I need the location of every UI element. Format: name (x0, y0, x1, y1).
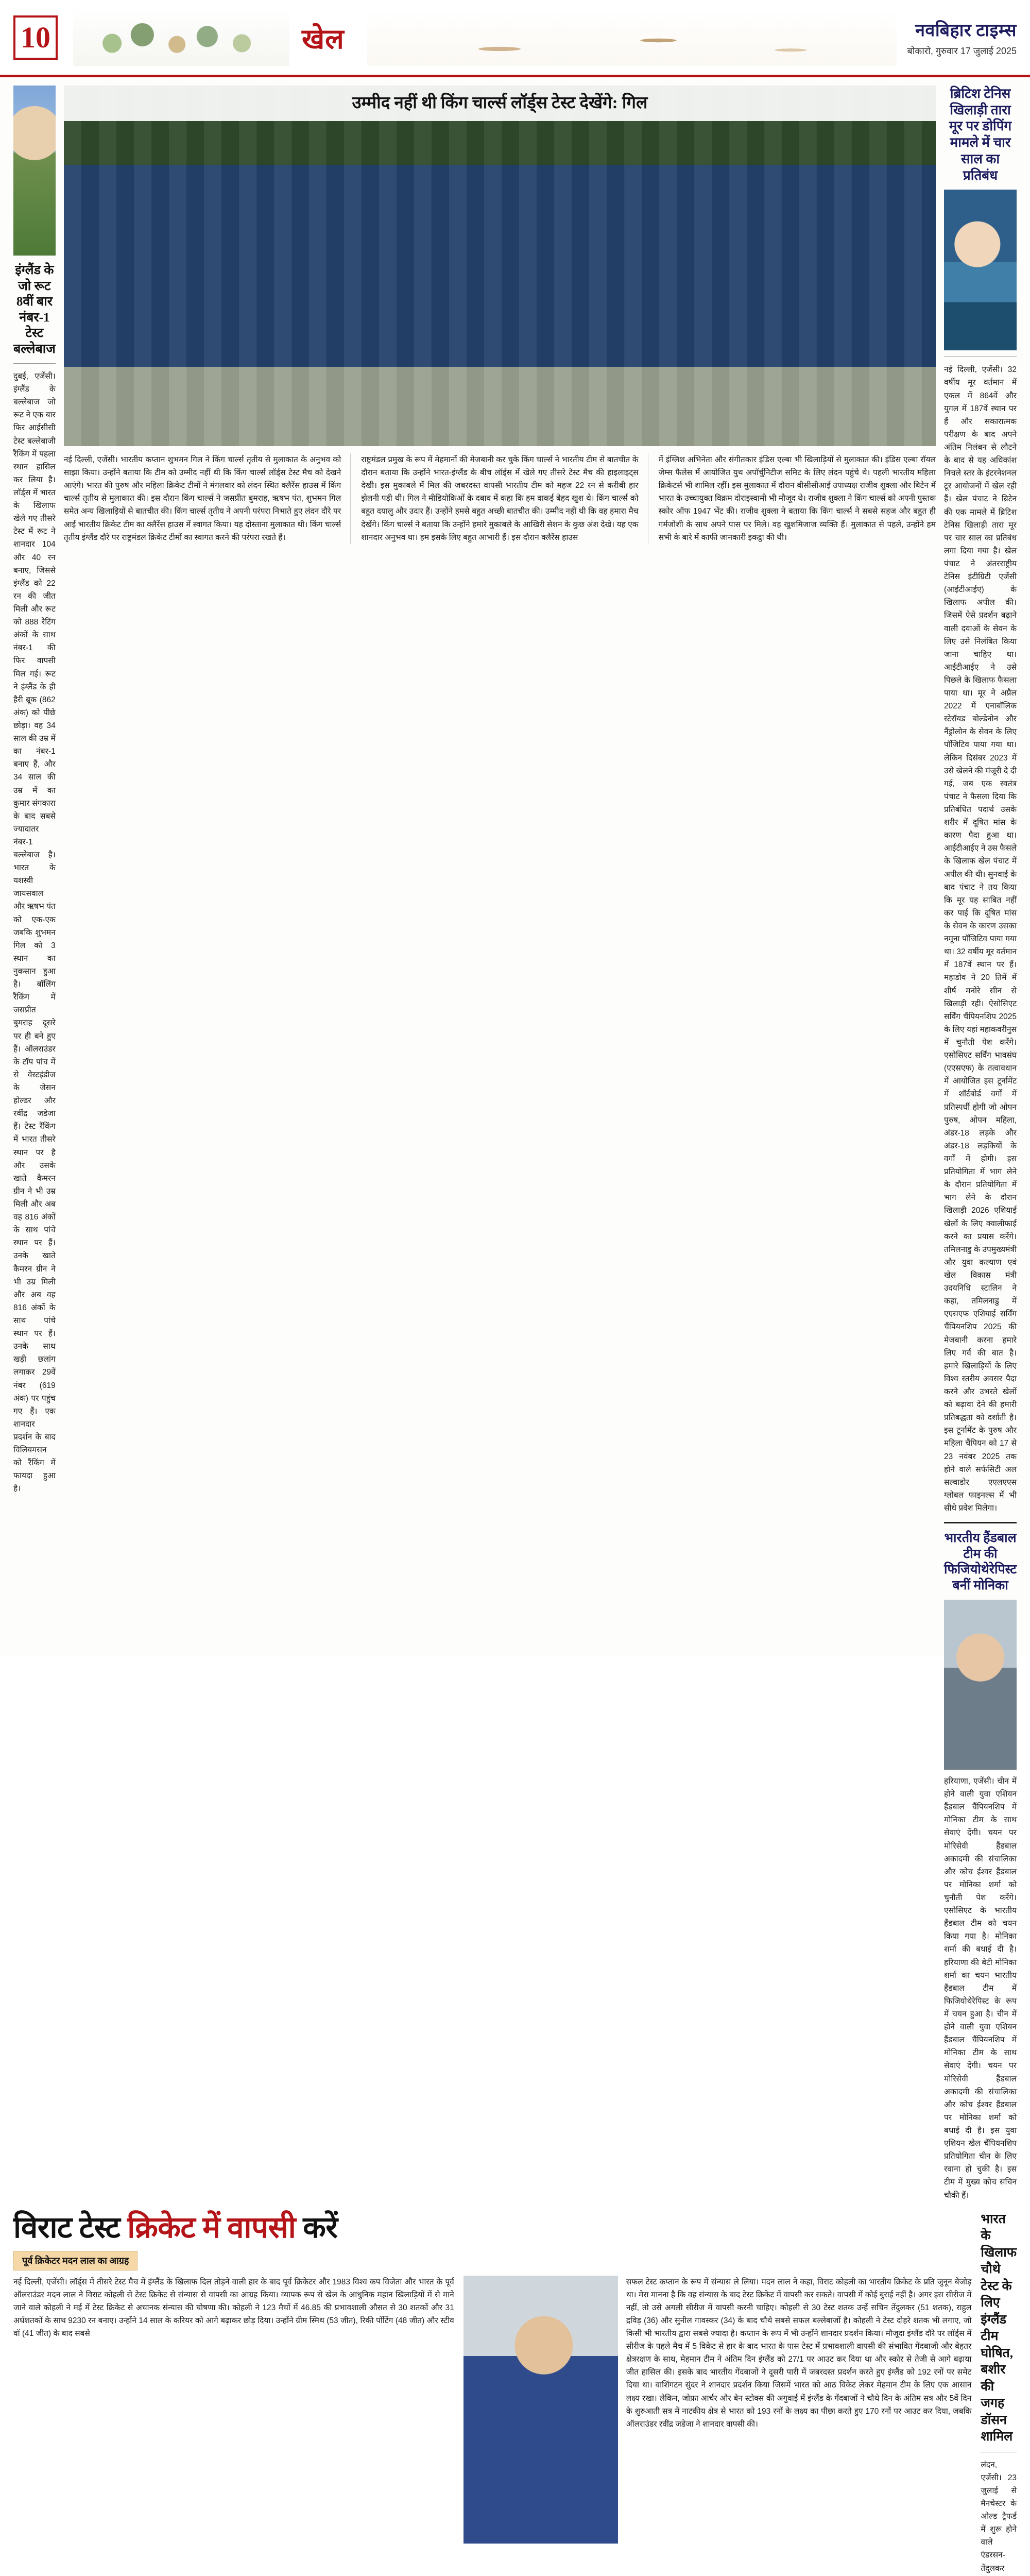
top-band (0, 77, 1030, 2202)
kohli-headline-highlight: क्रिकेट में वापसी (127, 2210, 303, 2244)
masthead-left-decoration-image (73, 9, 289, 66)
left-story-headline: इंग्लैंड के जो रूट 8वीं बार नंबर-1 टेस्ट बल्लेबाज (13, 263, 56, 356)
kohli-col-2: सफल टेस्ट कप्तान के रूप में संन्यास ले लिया। मदन लाल ने कहा, विराट कोहली का भारतीय क्रिकेट के प्रति जुनून बेजोड़ था। मेरा मानना है कि वह संन्यास के बाद टेस्ट क्रिकेट में वापसी कर सकते। वापसी में कोई बुराई नहीं है। अगर इस सीरीज में नहीं, तो उसे अगली सीरीज में वापसी करनी चाहिए। कोहली से 30 टेस्ट शतक उन्हें सचिन तेंदुलकर (51 शतक), राहुल द्रविड़ (36) और सुनील गावस्कर (34) के बाद चौथे सबसे सफल बल्लेबाजों है। कोहली ने टेस्ट दोहरे शतक भी लगाए, जो किसी भी भारतीय द्वारा सबसे ज्यादा है। कप्तान के रूप में भी उन्होंने शानदार प्रदर्शन किया। मौजूदा इंग्लैंड दौरे पर लॉर्ड्स में सीरीज के पहले मैच में 5 विकेट से हार के बाद भारत के पास टेस्ट में प्रभावशाली वापसी की संभावित गेंदबाजी और बेहतर क्षेत्ररक्षण के साथ, मेहमान टीम ने अंतिम दिन इंग्लैंड को 27/1 पर आउट कर दिया था और स्कोर से तेजी से आगे बढ़ाया जीत हासिल की। इसके बाद भारतीय गेंदबाजों ने दूसरी पारी में जबरदस्त प्रदर्शन करते हुए इंग्लैंड को 192 रनों पर समेट दिया था। वाशिंगटन सुंदर ने शानदार प्रदर्शन किया जिसमें भारत को आठ विकेट लेकर मेहमान टीम के लिए एक आसान लक्ष्य रखा। लेकिन, जोफ्रा आर्चर और बेन स्टोक्स की अगुवाई में इंग्लैंड के गेंदबाजों ने चौथे दिन के अंतिम सत्र और 5वें दिन के शुरुआती सत्र में नाटकीय क्षेत्र से भारत को 193 रनों के लक्ष्य का पीछा करते हुए 170 रनों पर आउट कर दिया, जबकि ऑलराउंडर रवींद्र जडेजा ने शानदार वापसी की। (626, 2277, 972, 2429)
tara-moore-tennis-photo (944, 190, 1017, 350)
right-story-body: नई दिल्ली, एजेंसी। 32 वर्षीय मूर वर्तमान में एकल में 864वें और युगल में 187वें स्थान पर हैं और सकारात्मक परीक्षण के बाद अपने अंतिम निलंबन से लौटने के बाद से यह अधिकांश निचले स्तर के इंटरनेशनल टूर आयोजनों में खेल रही हैं। खेल पंचाट ने ब्रिटेन की एक मामले में ब्रिटिश टेनिस खिलाड़ी तारा मूर पर चार साल का प्रतिबंध लगा दिया गया है। खेल पंचाट ने अंतरराष्ट्रीय टेनिस इंटीग्रिटी एजेंसी (आईटीआईए) के खिलाफ अपील की। जिसमें ऐसे प्रदर्शन बढ़ाने वाली दवाओं के सेवन के लिए उसे निलंबित किया जाना चाहिए था। आईटीआईए ने उसे पिछले के खिलाफ फैसला पाया था। मूर ने अप्रैल 2022 में एनाबॉलिक स्टेरॉयड बोल्डेनोन और नैंड्रोलोन के सेवन के लिए पॉजिटिव पाया गया था। लेकिन दिसंबर 2023 में उसे खेलने की मंजूरी दे दी गई, जब एक स्वतंत्र पंचाट ने फैसला दिया कि प्रतिबंधित पदार्थ उसके शरीर में दूषित मांस के कारण पैदा हुआ था। आईटीआईए ने उस फैसले के खिलाफ खेल पंचाट में अपील की थी। सुनवाई के बाद पंचाट ने तय किया कि मूर यह साबित नहीं कर पाई कि दूषित मांस के सेवन के कारण उसका नमूना पॉजिटिव पाया गया था। 32 वर्षीय मूर वर्तमान में 187वें स्थान पर हैं। महाडोव ने 20 तिमें में शीर्ष मनोरे सीन से खिलाड़ी रही। ऐसोसिएट सर्विंग चैंपियनशिप 2025 के लिए यहां महाकवरीनुस में चुनौती पेश करेंगे। एसोसिएट सर्विंग भावसंघ (एएसएफ) के तत्वावधान में आयोजित इस टूर्नामेंट में शॉर्टबोर्ड वर्गों में प्रतिस्पर्धी होगी जो ओपन पुरुष, ओपन महिला, अंडर-18 लड़के और अंडर-18 लड़कियों के वर्गों में होगी। इस प्रतियोगिता में भाग लेने के दौरान प्रतियोगिता में भाग लेने के दौरान खिलाड़ी 2026 एशियाई खेलों के लिए क्वालीफाई करने का प्रयास करेंगे। तमिलनाडु के उपमुख्यमंत्री और युवा कल्याण एवं खेल विकास मंत्री उदयनिधि स्टालिन ने कहा, तमिलनाडु में एएसएफ एशियाई सर्विंग चैंपियनशिप 2025 की मेजबानी करना हमारे लिए गर्व की बात है। हमारे खिलाड़ियों के लिए विश्व स्तरीय अवसर पैदा करने और उभरते खेलों को बढ़ावा देने की हमारी प्रतिबद्धता को दर्शाती है। इस टूर्नामेंट के पुरुष और महिला चैंपियन को 17 से 23 नवंबर 2025 तक होने वाले सर्फसिटी अल सल्वाडोर एएलएएस ग्लोबल फाइनल्स में भी सीधे प्रवेश मिलेगा। (944, 365, 1017, 1513)
masthead-right-decoration-image (367, 9, 897, 66)
kohli-headline (13, 2211, 971, 2245)
kohli-col-2-wrap (464, 2276, 972, 2549)
right-story-headline: ब्रिटिश टेनिस खिलाड़ी तारा मूर पर डोपिंग मामले में चार साल का प्रतिबंध (949, 86, 1012, 183)
page-number: 10 (13, 15, 58, 60)
divider (13, 363, 56, 364)
right-column (944, 86, 1017, 2202)
section-title: खेल (302, 23, 345, 55)
kohli-main (13, 2211, 971, 2576)
monika-sharma-photo (944, 1600, 1017, 1770)
masthead (0, 0, 1030, 77)
edition-line: बोकारो, गुरुवार 17 जुलाई 2025 (907, 46, 1017, 56)
masthead-brand-block (907, 18, 1017, 57)
joe-root-celebration-photo (13, 86, 56, 256)
kohli-section (0, 2202, 1030, 2576)
kohli-headline-part2: करें (303, 2210, 338, 2244)
kohli-col-1-wrap (13, 2276, 454, 2341)
newspaper-brand: नवबिहार टाइम्स (915, 21, 1017, 40)
monika-story-headline: भारतीय हैंडबाल टीम की फिजियोथेरेपिस्ट बनीं मोनिका (944, 1531, 1017, 1592)
england-squad-body: लंदन, एजेंसी। 23 जुलाई से मैनचेस्टर के ओल्ड ट्रैफर्ड में शुरू होने वाले एंडरसन-तेंदुलकर (981, 2460, 1017, 2573)
divider (944, 1522, 1017, 1523)
center-story-headline: उम्मीद नहीं थी किंग चार्ल्स लॉर्ड्स टेस्ट देखेंगे: गिल (64, 86, 936, 121)
kohli-headline-part1: विराट टेस्ट (13, 2210, 128, 2244)
center-story-col-3: में इंग्लिश अभिनेता और संगीतकार इंडिस एल्बा भी खिलाड़ियों से मुलाकात की। इंडिस एल्बा रॉयल जेम्स फैलेस में आयोजित युथ अपॉर्चुनिटीज समिट के लिए लंदन पहुंचे थे। पहली भारतीय महिला क्रिकेटर्स भी शामिल रहीं। इस मुलाकात में दौरान बीसीसीआई उपाध्यक्ष राजीव शुक्ला और बिटेन में भारत के उच्चायुक्त विक्रम दोराइस्वामी भी मौजूद थे। राजीव शुक्ला ने किंग चार्ल्स को अपनी पुस्तक स्कोर ऑफ 1947 भेंट की। राजीव शुक्ला ने बताया कि किंग चार्ल्स ने सबसे सहज और बहुत ही गर्मजोशी के साथ अपने पास पर मिले। वह खुशमिजाज व्यक्ति हैं। मुलाकात से पहले, उन्होंने हम सभी के बारे में काफी जानकारी इकट्ठा की थी। (658, 455, 936, 542)
center-column (64, 86, 936, 2202)
england-squad-sidebar (981, 2211, 1017, 2576)
kohli-body-wrap (13, 2276, 971, 2549)
kohli-col-1: नई दिल्ली, एजेंसी। लॉर्ड्स में तीसरे टेस्ट मैच में इंग्लैंड के खिलाफ दिल तोड़ने वाली हार के बाद पूर्व क्रिकेटर और 1983 विश्व कप विजेता और भारत के पूर्व ऑलराउंडर मदन लाल ने विराट कोहली से टेस्ट क्रिकेट से संन्यास से वापसी का आग्रह किया। व्यापक रूप से खेल के आधुनिक महान खिलाड़ियों में से माने जाने वाले कोहली ने मई में टेस्ट क्रिकेट से अचानक संन्यास की घोषणा की। कोहली ने 123 मैचों में 46.85 की प्रभावशाली औसत से 30 शतकों और 31 अर्धशतकों के साथ 9230 रन बनाए। उन्होंने 14 साल के करियर को आगे बढ़ाकर छोड़ दिया। उन्होंने ग्रीम स्मिथ (53 जीत), रिकी पोंटिंग (48 जीत) और स्टीव वॉ (41 जीत) के बाद सबसे (13, 2277, 454, 2338)
india-team-king-charles-photo (64, 86, 936, 446)
monika-story-body: हरियाणा, एजेंसी। चीन में होने वाली युवा एशियन हैंडबाल चैंपियनशिप में मोनिका टीम के साथ सेवाएं देंगी। चयन पर मोरिसेवी हैंडबाल अकादमी की संचालिका और कोच ईश्वर हैंडबाल पर मोनिका शर्मा को चुनौती पेश करेंगे। एसोसिएट के भारतीय हैंडबाल टीम को चयन किया गया है। मोनिका शर्मा की बधाई दी है। हरियाणा की बेटी मोनिका शर्मा का चयन भारतीय हैंडबाल टीम में फिजियोथेरेपिस्ट के रूप में चयन हुआ है। चीन में होने वाली युवा एशियन हैंडबाल चैंपियनशिप में मोनिका टीम के साथ सेवाएं देंगी। चयन पर मोरिसेवी हैंडबाल अकादमी की संचालिका और कोच ईश्वर हैंडबाल पर मोनिका शर्मा को बधाई दी है। इस युवा एशियन खेल चैंपियनशिप प्रतियोगिता चीन के लिए रवाना हो चुकी है। इस टीम में मुख्य कोच सचिन चौकी हैं। (944, 1777, 1017, 2200)
england-squad-headline: भारत के खिलाफ चौथे टेस्ट के लिए इंग्लैंड टीम घोषित, बशीर की जगह डॉसन शामिल (981, 2212, 1017, 2444)
left-story-body: दुबई, एजेंसी। इंग्लैंड के बल्लेबाज जो रूट ने एक बार फिर आईसीसी टेस्ट बल्लेबाजी रैंकिंग में पहला स्थान हासिल कर लिया है। लॉर्ड्स में भारत के खिलाफ खेले गए तीसरे टेस्ट में रूट ने शानदार 104 और 40 रन बनाए, जिससे इंग्लैंड को 22 रन की जीत मिली और रूट को 888 रेटिंग अंकों के साथ नंबर-1 की फिर वापसी मिल गई। रूट ने इंग्लैंड के ही हैरी ब्रूक (862 अंक) को पीछे छोड़ा। वह 34 साल की उम्र में का नंबर-1 बनाए हैं, और 34 साल की उम्र में का कुमार संगकारा के बाद सबसे ज्यादातर नंबर-1 बल्लेबाज है। भारत के यशस्वी जायसवाल और ऋषभ पंत को एक-एक जबकि शुभमन गिल को 3 स्थान का नुकसान हुआ है। बॉलिंग रैंकिंग में जसप्रीत बुमराह दूसरे पर ही बने हुए हैं। ऑलराउंडर के टॉप पांच में से वेस्टइंडीज के जेसन होल्डर और रवींद्र जडेजा हैं। टेस्ट रैंकिंग में भारत तीसरे स्थान पर है और उसके खाते कैमरन ग्रीन ने भी उम्र मिली और अब वह 816 अंकों के साथ पांचे स्थान पर हैं। उनके खाते कैमरन ग्रीन ने भी उम्र मिली और अब वह 816 अंकों के साथ पांचे स्थान पर हैं। उनके साथ खड़ी छलांग लगाकर 29वें नंबर (619 अंक) पर पहुंच गए हैं। एक शानदार प्रदर्शन के बाद विलियमसन को रैंकिंग में फायदा हुआ है। (13, 372, 56, 1494)
left-column (13, 86, 56, 2202)
center-story-col-2: राष्ट्रमंडल प्रमुख के रूप में मेहमानों की मेजबानी कर चुके किंग चार्ल्स ने भारतीय टीम से बातचीत के दौरान बताया कि उन्होंने भारत-इंग्लैंड के बीच लॉर्ड्स में खेले गए तीसरे टेस्ट मैच की हाइलाइट्स देखी। इस मुकाबले में मिल की जबरदस्त वापसी भारतीय टीम को महज 22 रन से करीबी हार झेलनी पड़ी थी। गिल ने मीडियोकिओं के दबाव में कहा कि हम वाकई बेहद खुश थे। किंग चार्ल्स को बहुत दयालु और उदार हैं। उन्होंने हमसे बहुत अच्छी बातचीत की। उम्मीद नहीं थी कि वह हमारा मैच देखेंगे। किंग चार्ल्स ने बताया कि उन्होंने हमारे मुकाबले के आखिरी सेशन के कुछ अंश देखे। यह एक शानदार अनुभव था। हम इसके लिए बहुत आभारी हैं। इस दौरान क्लैरेंस हाउस (361, 453, 648, 544)
center-story-col-1: नई दिल्ली, एजेंसी। भारतीय कप्तान शुभमन गिल ने किंग चार्ल्स तृतीय से मुलाकात के अनुभव को साझा किया। उन्होंने बताया कि टीम को उम्मीद नहीं थी कि किंग चार्ल्स लॉर्ड्स टेस्ट मैच को देखने आएंगे। भारत की पुरुष और महिला क्रिकेट टीमों ने मंगलवार को लंदन स्थित क्लैरेंस हाउस में किंग चार्ल्स तृतीय से मुलाकात की। इस दौरान किंग चार्ल्स ने जसप्रीत बुमराह, ऋषभ पंत, शुभमन गिल समेत अन्य खिलाड़ियों से बातचीत की। किंग चार्ल्स तृतीय ने अपनी परंपरा निभाते हुए लंदन दौरे पर आई भारतीय क्रिकेट टीम का क्लैरेंस हाउस में स्वागत किया। यह दोस्ताना मुलाकात थी। किंग चार्ल्स तृतीय इंग्लैंड दौरे पर राष्ट्रमंडल क्रिकेट टीमों का स्वागत करने की परंपरा रखते हैं। (64, 453, 351, 544)
kohli-kicker: पूर्व क्रिकेटर मदन लाल का आग्रह (13, 2251, 138, 2270)
virat-kohli-photo (464, 2276, 618, 2544)
center-story-body (64, 453, 936, 544)
